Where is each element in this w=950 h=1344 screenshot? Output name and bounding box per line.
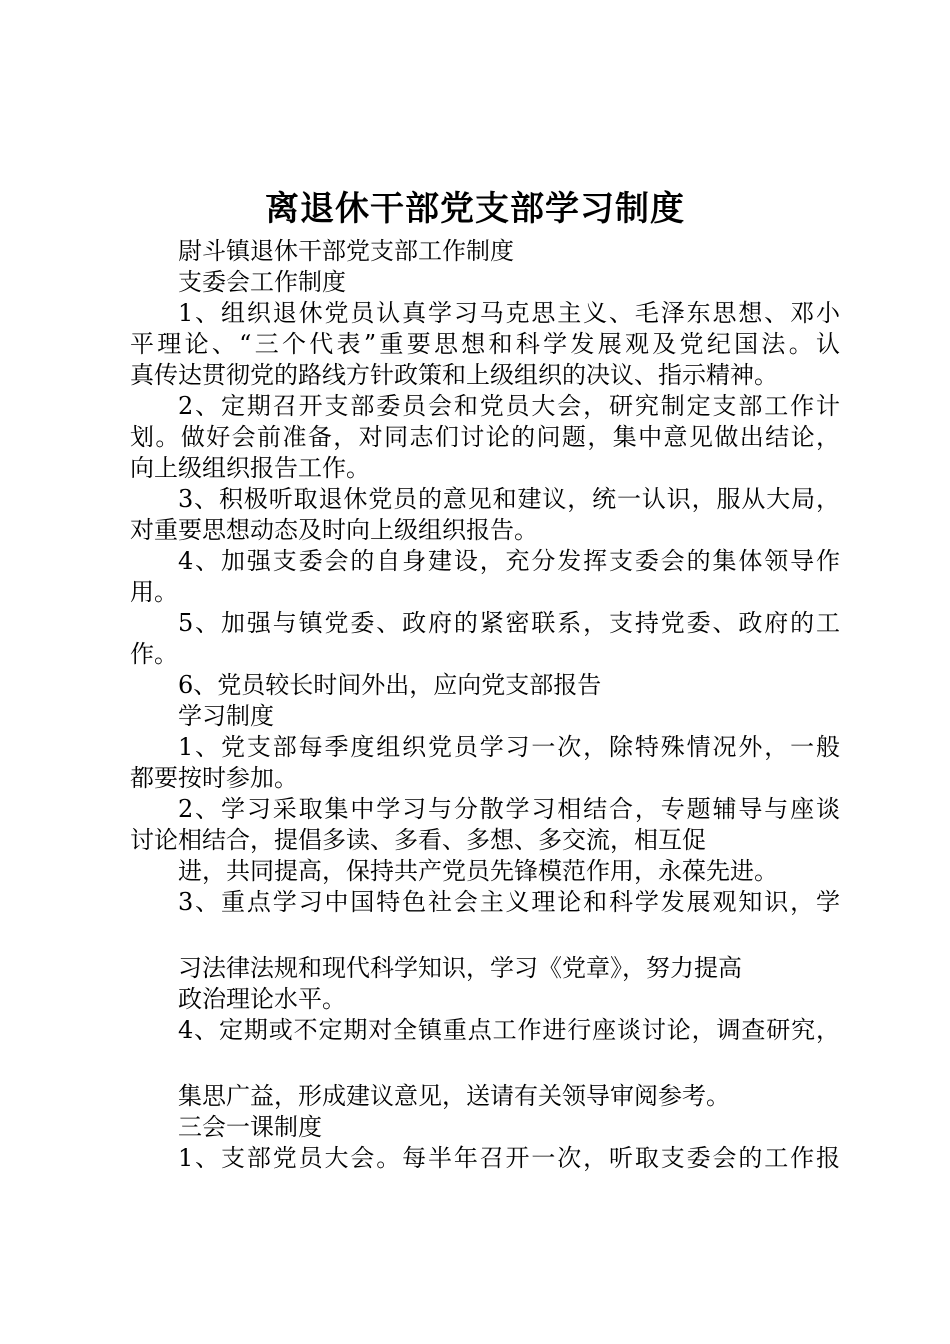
body-line: 讨论相结合，提倡多读、多看、多想、多交流，相互促 xyxy=(130,826,706,854)
body-line: 向上级组织报告工作。 xyxy=(130,454,370,482)
body-line: 进，共同提高，保持共产党员先锋模范作用，永葆先进。 xyxy=(178,857,778,885)
body-line: 2、定期召开支部委员会和党员大会，研究制定支部工作计 xyxy=(178,392,840,420)
section-heading: 学习制度 xyxy=(178,702,274,730)
body-line: 真传达贯彻党的路线方针政策和上级组织的决议、指示精神。 xyxy=(130,361,778,389)
body-line: 习法律法规和现代科学知识，学习《党章》，努力提高 xyxy=(178,954,742,982)
body-line: 4、加强支委会的自身建设，充分发挥支委会的集体领导作 xyxy=(178,547,840,575)
section-heading: 三会一课制度 xyxy=(178,1113,322,1141)
body-line: 对重要思想动态及时向上级组织报告。 xyxy=(130,516,538,544)
body-line: 2、学习采取集中学习与分散学习相结合，专题辅导与座谈 xyxy=(178,795,840,823)
blank-gap xyxy=(130,1046,840,1081)
document-title: 离退休干部党支部学习制度 xyxy=(265,189,685,229)
body-line: 3、重点学习中国特色社会主义理论和科学发展观知识，学 xyxy=(178,888,840,916)
body-line: 平理论、“三个代表”重要思想和科学发展观及党纪国法。认 xyxy=(130,330,840,358)
document-body xyxy=(130,236,840,1174)
blank-gap xyxy=(130,918,840,953)
body-line: 3、积极听取退休党员的意见和建议，统一认识，服从大局， xyxy=(178,485,840,513)
body-line: 5、加强与镇党委、政府的紧密联系，支持党委、政府的工 xyxy=(178,609,840,637)
section-heading: 支委会工作制度 xyxy=(178,268,346,296)
body-line: 作。 xyxy=(130,640,178,668)
body-line: 尉斗镇退休干部党支部工作制度 xyxy=(178,237,514,265)
body-line: 6、党员较长时间外出，应向党支部报告 xyxy=(178,671,602,699)
body-line: 用。 xyxy=(130,578,178,606)
body-line: 政治理论水平。 xyxy=(178,985,346,1013)
body-line: 划。做好会前准备，对同志们讨论的问题，集中意见做出结论， xyxy=(130,423,840,451)
body-line: 集思广益，形成建议意见，送请有关领导审阅参考。 xyxy=(178,1082,730,1110)
body-line: 1、组织退休党员认真学习马克思主义、毛泽东思想、邓小 xyxy=(178,299,840,327)
body-line: 都要按时参加。 xyxy=(130,764,298,792)
body-line: 4、定期或不定期对全镇重点工作进行座谈讨论，调查研究， xyxy=(178,1016,840,1044)
body-line: 1、党支部每季度组织党员学习一次，除特殊情况外，一般 xyxy=(178,733,840,761)
body-line: 1、支部党员大会。每半年召开一次，听取支委会的工作报 xyxy=(178,1144,840,1172)
